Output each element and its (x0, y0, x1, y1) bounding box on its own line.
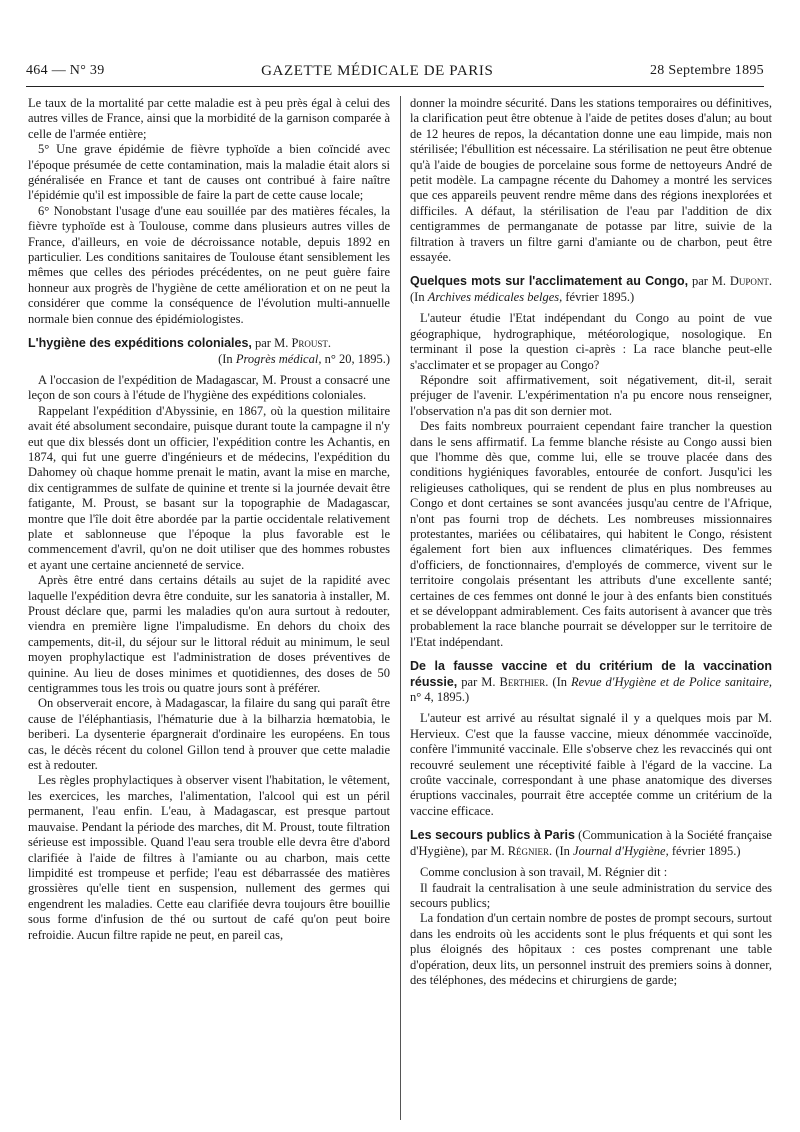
issue-date: 28 Septembre 1895 (650, 63, 764, 78)
paragraph: Répondre soit affirmativement, soit négativement, dit-il, serait préjuger de l'avenir. L'expérimentation n'a pu encore nous renseigner, l'observation n'a pas dit son dernier mot. (410, 372, 772, 418)
article-heading: L'hygiène des expéditions coloniales, par M. Proust. (28, 336, 332, 351)
paragraph: A l'occasion de l'expédition de Madagascar, M. Proust a consacré une leçon de son cours à l'étude de l'hygiène des expéditions coloniales. (28, 372, 390, 403)
article-source: (In Progrès médical, n° 20, 1895.) (218, 351, 390, 366)
paragraph: Des faits nombreux pourraient cependant faire trancher la question dans le sens affirmatif. La femme blanche résiste au Congo aussi bien que l'homme dès que, comme lui, elle se trouve placée dans des conditions hygiéniques favorables, entourée de confort. Jusqu'ici les religieuses catholiques, qui se rendent de plus en plus nombreuses au Congo et dont certaines se sont avancées jusqu'au centre de l'Afrique, n'ont pas fourni trop de déchets. Les nombreuses missionnaires protestantes, mariées ou célibataires, qui habitent le Congo, résistent également fort bien aux influences climatériques. Des femmes d'officiers, de fonctionnaires, d'employés de commerce, vivent sur le territoire congolais présentant les attributs d'une excellente santé; certaines de ces femmes ont donné le jour à des enfants bien constitués et se développant admirablement. Ces faits autorisent à avancer que très probablement la race blanche pourrait se développer sur le territoire de l'Etat indépendant. (410, 419, 772, 649)
article-source: Archives médicales belges, (427, 289, 563, 304)
article-author: Berthier. (499, 674, 549, 689)
paragraph: 6° Nonobstant l'usage d'une eau souillée par des matières fécales, la fièvre typhoïde est à Toulouse, comme dans plusieurs autres villes de France, d'ailleurs, en voie de décroissance notable, depuis 1892 en particulier. Les conditions sanitaires de Toulouse étant sensiblement les mêmes que celles des périodes précédentes, on ne peut guère faire honneur aux progrès de l'hygiène de cette amélioration et on ne peut la considérer que comme la conséquence de l'évolution multi-annuelle normale bien connue des épidémiologistes. (28, 203, 390, 326)
article-heading: De la fausse vaccine et du critérium de la vaccination réussie, par M. Berthier. (In Revue d'Hygiène et de Police sanitaire, n° 4, 1895.) (410, 659, 773, 705)
article-title: De la fausse vaccine et du critérium de la vaccination réussie, (410, 659, 772, 689)
left-column (28, 96, 390, 943)
journal-title: GAZETTE MÉDICALE DE PARIS (261, 62, 494, 79)
article-title: L'hygiène des expéditions coloniales, (28, 336, 252, 351)
paragraph: 5° Une grave épidémie de fièvre typhoïde a bien coïncidé avec l'époque présumée de cette contamination, mais la maladie était alors si généralisée en France et tant de causes ont contribué à faire naître l'épidémie qu'il est impossible de faire la part de cette cause locale; (28, 142, 390, 203)
article-heading: Les secours publics à Paris (Communication à la Société française d'Hygiène), par M. Régnier. (In Journal d'Hygiène, février 1895.) (410, 828, 772, 858)
paragraph: Il faudrait la centralisation à une seule administration du service des secours publics; (410, 880, 772, 910)
article-author: Proust. (291, 336, 332, 351)
article-source: Journal d'Hygiène, (573, 843, 669, 858)
paragraph: La fondation d'un certain nombre de postes de prompt secours, surtout dans les endroits où les accidents sont le plus fréquents et qui sont les plus éloignés des hôpitaux : ces postes comprenant une table d'opération, deux lits, un personnel instruit des premiers soins à donner, des téléphones, des médecins et chirurgiens de garde; (410, 911, 772, 987)
page-number: 464 — N° 39 (26, 63, 105, 78)
paragraph: L'auteur est arrivé au résultat signalé il y a quelques mois par M. Hervieux. C'est que la fausse vaccine, mieux dénommée vaccinoïde, confère l'immunité vaccinale. Elle s'observe chez les revaccinés qui ont recouvré seulement une réceptivité faible à l'égard de la vaccine. La croûte vaccinale, correspondant à une phase anatomique des diverses éruptions vaccinales, pourrait être acceptée comme un critérium de la vaccine efficace. (410, 711, 772, 818)
article-author: Régnier. (507, 843, 553, 858)
article-title: Quelques mots sur l'acclimatement au Congo, (410, 274, 689, 289)
paragraph: On observerait encore, à Madagascar, la filaire du sang qui paraît être cause de l'éléphantiasis, l'hématurie due à la bilharzia hœmatobia, le beriberi. La dysenterie épargnerait d'ordinaire les européens. En tous cas, le décès récent du colonel Gillon tend à prouver que cette maladie est à redouter. (28, 696, 390, 773)
paragraph: donner la moindre sécurité. Dans les stations temporaires ou définitives, la clarification peut être obtenue à l'aide de petites doses d'alun; au bout de 12 heures de repos, la décantation donne une eau limpide, mais non stérilisée; l'ébullition est nécessaire. La stérilisation ne peut être obtenue qu'à l'aide de bougies de porcelaine sous forme de nettoyeurs André de petit modèle. La campagne récente du Dahomey a montré les services que ces appareils peuvent rendre même dans des régions inexplorées et difficiles. A défaut, la stérilisation de l'eau par l'addition de dix centigrammes de permanganate de potasse par litre, suivie de la filtration à travers un filtre garni d'amiante ou de charbon, peut être essayée. (410, 96, 772, 265)
paragraph: Les règles prophylactiques à observer visent l'habitation, le vêtement, les exercices, les marches, l'alimentation, l'alcool qui est un péril permanent, l'eau enfin. L'eau, à Madagascar, est presque partout mauvaise. Pendant la période des marches, dit M. Proust, toute filtration sérieuse est impossible. Quand l'eau sera trouble elle devra être d'abord clarifiée à l'aide de filtres à l'amiante ou au charbon, mais cette limpidité est trompeuse et perfide; l'eau est débarrassée des matières grossières qu'elle tient en suspension, nullement des germes qui engendrent les maladies. Cette eau clarifiée devra toujours être bouillie sous forme d'infusion de thé ou surtout de café qu'on peut boire refroidie. Aucun filtre rapide ne peut, en pareil cas, (28, 773, 390, 942)
paragraph: Le taux de la mortalité par cette maladie est à peu près égal à celui des autres villes de France, ainsi que la morbidité de la garnison comparée à celle de l'armée entière; (28, 96, 390, 141)
paragraph: Comme conclusion à son travail, M. Régnier dit : (420, 865, 668, 880)
column-divider (400, 96, 401, 1120)
article-source: Revue d'Hygiène et de Police sanitaire, (571, 674, 773, 689)
article-author: Dupont. (729, 274, 772, 289)
page-header (26, 58, 764, 87)
paragraph: L'auteur étudie l'Etat indépendant du Congo au point de vue géographique, hydrographique, météorologique, nosologique. En terminant il pose la question ci-après : La race blanche peut-elle s'acclimater et se propager au Congo? (410, 311, 772, 372)
right-column (410, 96, 772, 988)
article-heading: Quelques mots sur l'acclimatement au Congo, par M. Dupont. (In Archives médicales belges, février 1895.) (410, 274, 772, 304)
paragraph: Après être entré dans certains détails au sujet de la rapidité avec laquelle l'expédition devra être conduite, sur les sanatoria à installer, M. Proust déclare que, parmi les maladies qu'on aura surtout à redouter, viendra en première ligne l'impaludisme. En dehors du choix des campements, dit-il, du séjour sur le littoral réduit au minimum, le seul moyen prophylactique est l'administration de doses préventives de quinine. Au lieu de doses minimes et quotidiennes, des doses de 50 centigrammes tous les trois ou quatre jours sont à préférer. (28, 573, 390, 696)
article-title: Les secours publics à Paris (410, 828, 575, 843)
paragraph: Rappelant l'expédition d'Abyssinie, en 1867, où la question militaire avait été absolument secondaire, puisque durant toute la campagne il n'y eut que dix blessés dont un officier, l'expédition contre les Achantis, en 1874, qui fut une guerre d'ingénieurs et de médecins, l'expédition du Dahomey où chaque homme prenait le matin, avant la mise en marche, dix centigrammes de sulfate de quinine et trente si la journée devait être fatigante, M. Proust, se basant sur la topographie de Madagascar, montre que l'île doit être abordée par la partie occidentale relativement plate et sablonneuse que l'époque la plus favorable est le commencement d'avril, qu'on ne doit utiliser que des hommes robustes et ayant une certaine ancienneté de service. (28, 403, 390, 572)
